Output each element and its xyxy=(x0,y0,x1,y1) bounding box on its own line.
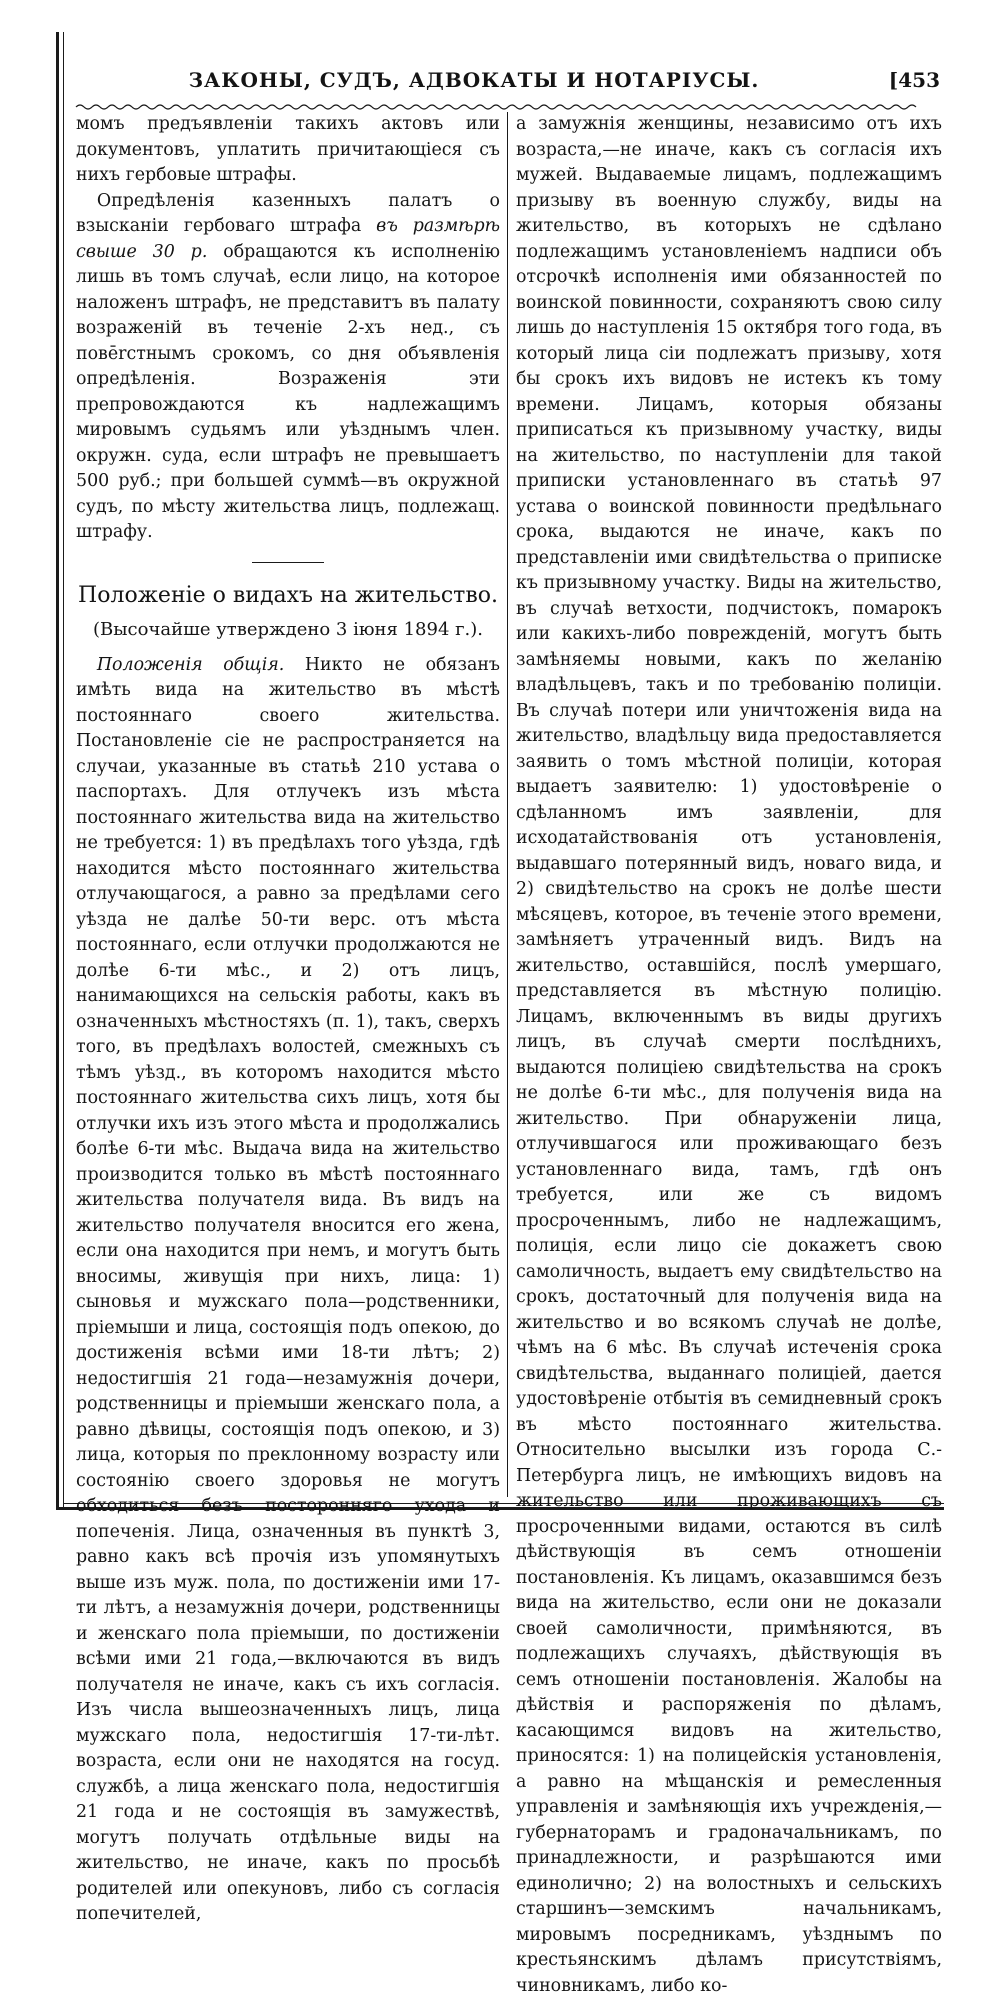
right-paragraph-1: а замужнія женщины, независимо отъ ихъ возраста,—не иначе, какъ съ согласія ихъ мужей. Выдаваемые лицамъ, подлежащимъ призыву въ военную службу, виды на жительство, въ которыхъ не сдѣлано подлежащимъ установленіемъ надписи объ отсрочкѣ исполненія ими обязанностей по воинской повинности, сохраняютъ свою силу лишь до наступленія 15 октября того года, въ который лица сіи подлежатъ призыву, хотя бы срокъ ихъ видовъ не истекъ къ тому времени. Лицамъ, которыя обязаны приписаться къ призывному участку, виды на жительство, по наступленіи для такой приписки установленнаго въ статьѣ 97 устава о воинской повинности предѣльнаго срока, выдаются не иначе, какъ по представленіи ими свидѣтельства о приписке къ призывному участку. Виды на жительство, въ случаѣ ветхости, подчистокъ, помарокъ или какихъ-либо поврежденій, могутъ быть замѣняемы новыми, какъ по желанію владѣльцевъ, такъ и по требованію полиціи. Въ случаѣ потери или уничтоженія вида на жительство, владѣльцу вида предоставляется заявить о томъ мѣстной полиціи, которая выдаетъ заявителю: 1) удостовѣреніе о сдѣланномъ имъ заявленіи, для исходатайствованія отъ установленія, выдавшаго потерянный видъ, новаго вида, и 2) свидѣтельство на срокъ не долѣе шести мѣсяцевъ, которое, въ теченіе этого времени, замѣняетъ утраченный видъ. Видъ на жительство, оставшійся, послѣ умершаго, представляется въ мѣстную полицію. Лицамъ, включеннымъ въ виды другихъ лицъ, въ случаѣ смерти послѣднихъ, выдаются полиціею свидѣтельства на срокъ не долѣе 6-ти мѣс., для полученія вида на жительство. При обнаруженіи лица, отлучившагося или проживающаго безъ установленнаго вида, тамъ, гдѣ онъ требуется, или же съ видомъ просроченнымъ, либо не надлежащимъ, полиція, если лицо сіе докажетъ свою самоличность, выдаетъ ему свидѣтельство на срокъ, достаточный для полученія вида на жительство и во всякомъ случаѣ не долѣе, чѣмъ на 6 мѣс. Въ случаѣ истеченія срока свидѣтельства, выданнаго полиціей, дается удостовѣреніе отбытія въ семидневный срокъ въ мѣсто постояннаго жительства. Относительно высылки изъ города С.-Петербурга лицъ, не имѣющихъ видовъ на жительство или проживающихъ съ просроченными видами, остаются въ силѣ дѣйствующія въ семъ отношеніи постановленія. Къ лицамъ, оказавшимся безъ вида на жительство, если они не доказали своей самоличности, примѣняются, въ подлежащихъ случаяхъ, дѣйствующія въ семъ отношеніи постановленія. Жалобы на дѣйствія и распоряженія по дѣламъ, касающимся видовъ на жительство, приносятся: 1) на полицейскія установленія, а равно на мѣщанскія и ремесленныя управленія и замѣняющія ихъ учрежденія,—губернаторамъ и градоначальникамъ, по принадлежности, и разрѣшаются ими единолично; 2) на волостныхъ и сельскихъ старшинъ—земскимъ начальникамъ, мировымъ посредникамъ, уѣзднымъ по крестьянскимъ дѣламъ присутствіямъ, чиновникамъ, либо ко- xyxy=(516,114,942,1996)
left-paragraph-2 xyxy=(76,189,500,546)
running-head: ЗАКОНЫ, СУДЪ, АДВОКАТЫ И НОТАРІУСЫ. xyxy=(188,68,760,92)
left-border-rule xyxy=(56,32,59,1510)
section-subtitle: (Высочайше утверждено 3 іюня 1894 г.). xyxy=(92,618,484,640)
wavy-header-rule xyxy=(76,102,944,112)
page-number: [453 xyxy=(888,68,940,92)
p2-italic-amount: въ размѣрѣ свыше 30 р. xyxy=(76,216,500,262)
left-inner-border-rule xyxy=(63,32,64,1510)
p3-text: Никто не обязанъ имѣть вида на жительство въ мѣстѣ постояннаго своего жительства. Постановленіе сіе не распространяется на случаи, указанные въ статьѣ 210 устава о паспортахъ. Для отлучекъ изъ мѣста постояннаго жительства вида на жительство не требуется: 1) въ предѣлахъ того уѣзда, гдѣ находится мѣсто постояннаго жительства отлучающагося, а равно за предѣлами сего уѣзда не далѣе 50-ти верс. отъ мѣста постояннаго, если отлучки продолжаются не долѣе 6-ти мѣс., и 2) отъ лицъ, нанимающихся на сельскія работы, какъ въ означенныхъ мѣстностяхъ (п. 1), такъ, сверхъ того, въ предѣлахъ волостей, смежныхъ съ тѣмъ уѣзд., въ которомъ находится мѣсто постояннаго жительства сихъ лицъ, хотя бы отлучки ихъ изъ этого мѣста и продолжались болѣе 6-ти мѣс. Выдача вида на жительство производится только въ мѣстѣ постояннаго жительства получателя вида. Въ видъ на жительство получателя вносится его жена, если она находится при немъ, и могутъ быть вносимы, живущія при нихъ, лица: 1) сыновья и мужскаго пола—родственники, пріемыши и лица, состоящія подъ опекою, до достиженія всѣми ими 18-ти лѣтъ; 2) недостигшія 21 года—незамужнія дочери, родственницы и пріемыши женскаго пола, а равно дѣвицы, состоящія подъ опекою, и 3) лица, которыя по преклонному возрасту или состоянію своего здоровья не могутъ обходиться безъ посторонняго ухода и попеченія. Лица, означенныя въ пунктѣ 3, равно какъ всѣ прочія изъ упомянутыхъ выше изъ муж. пола, по достиженіи ими 17-ти лѣтъ, а незамужнія дочери, родственницы и женскаго пола пріемыши, по достиженіи всѣми ими 21 года,—включаются въ видъ получателя не иначе, какъ съ ихъ согласія. Изъ числа вышеозначенныхъ лицъ, лица мужскаго пола, недостигшія 17-ти-лѣт. возраста, если они не находятся на госуд. службѣ, а лица женскаго пола, недостигшія 21 года и не состоящія въ замужествѣ, могутъ получать отдѣльные виды на жительство, не иначе, какъ по просьбѣ родителей или опекуновъ, либо съ согласія попечителей, xyxy=(76,654,500,1924)
section-title: Положеніе о видахъ на жительство. xyxy=(78,582,498,608)
right-column xyxy=(516,112,942,1996)
section-divider-rule xyxy=(252,562,324,563)
p2-text-a: Опредѣленія казенныхъ палатъ о взысканіи гербоваго штрафа xyxy=(76,190,500,236)
left-column xyxy=(76,112,500,1924)
page-header xyxy=(76,68,944,102)
column-divider-rule xyxy=(507,112,508,1497)
left-paragraph-3 xyxy=(76,653,500,1928)
page xyxy=(56,32,944,1996)
p2-text-c: обращаются къ исполненію лишь въ томъ случаѣ, если лицо, на которое наложенъ штрафъ, не представитъ въ палату возраженій въ теченіе 2-хъ нед., съ повērстнымъ срокомъ, со дня объявленія опредѣленія. Возраженія эти препровождаются къ надлежащимъ мировымъ судьямъ или уѣзднымъ член. окружн. суда, если штрафъ не превышаетъ 500 руб.; при большей суммѣ—въ окружной судъ, по мѣсту жительства лицъ, подлежащ. штрафу. xyxy=(76,241,500,542)
p3-italic-heading: Положенія общія. xyxy=(96,654,285,675)
left-paragraph-1: момъ предъявленіи такихъ актовъ или документовъ, уплатить причитающіеся съ нихъ гербовые штрафы. xyxy=(76,114,500,185)
